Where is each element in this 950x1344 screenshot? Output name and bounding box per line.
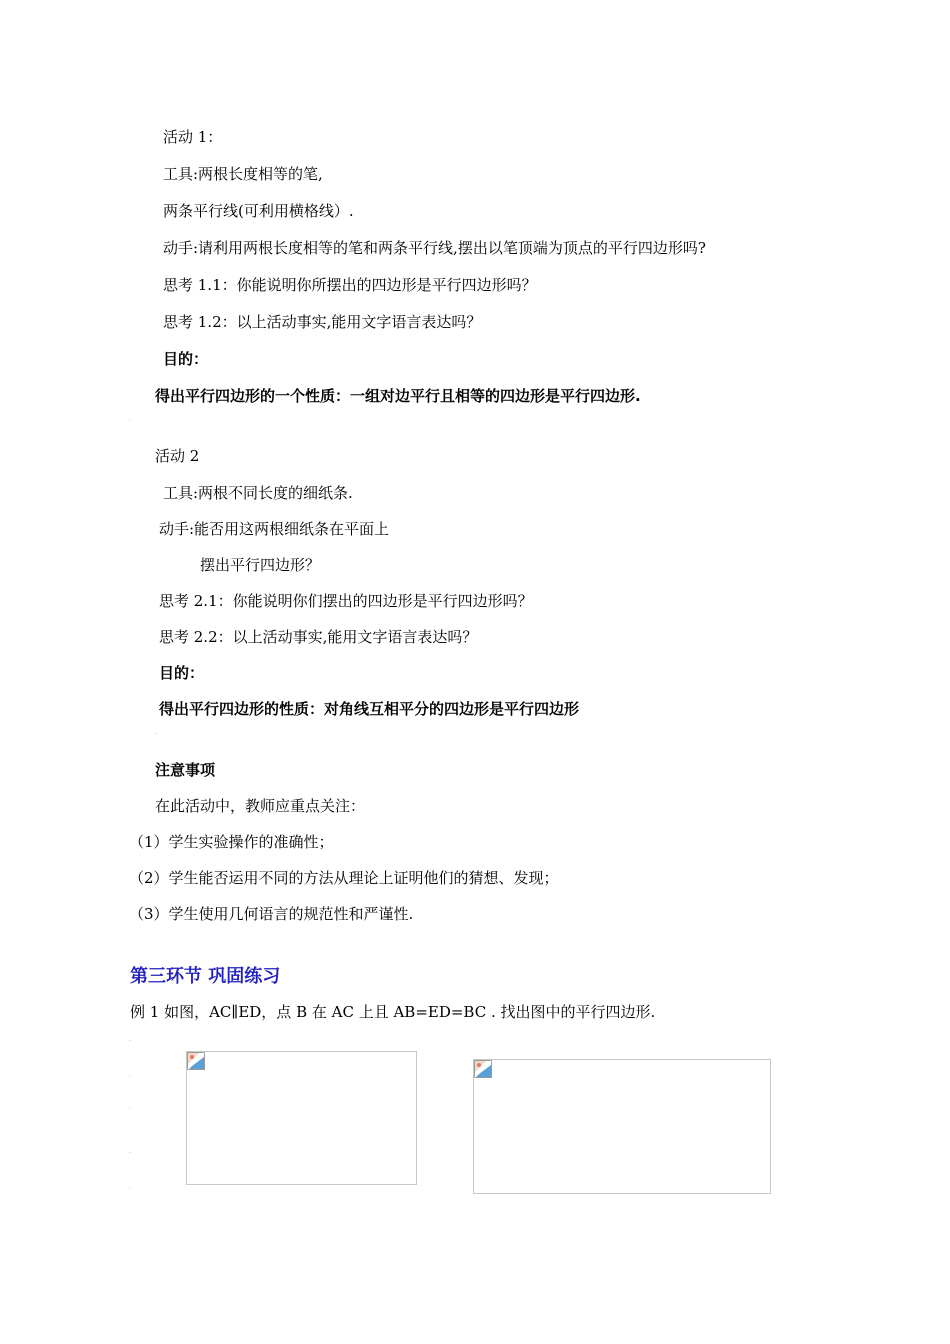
activity1-think-2: 思考 1.2：以上活动事实,能用文字语言表达吗？ <box>163 313 482 331</box>
section3-example: 例 1 如图，AC∥ED，点 B 在 AC 上且 AB=ED=BC . 找出图中的平行四边形. <box>130 1003 656 1021</box>
activity1-tools: 工具:两根长度相等的笔, <box>163 165 323 183</box>
activity2-think-1: 思考 2.1：你能说明你们摆出的四边形是平行四边形吗？ <box>159 592 533 610</box>
activity1-purpose: 得出平行四边形的一个性质：一组对边平行且相等的四边形是平行四边形. <box>155 387 641 405</box>
paragraph-mark <box>129 1188 131 1189</box>
activity1-think-1: 思考 1.1：你能说明你所摆出的四边形是平行四边形吗？ <box>163 276 537 294</box>
paragraph-mark <box>129 1075 131 1076</box>
activity1-tools-2: 两条平行线(可利用横格线）. <box>163 202 354 220</box>
figure-image-1 <box>186 1051 417 1185</box>
activity1-title: 活动 1： <box>163 128 223 146</box>
paragraph-mark <box>155 733 157 734</box>
paragraph-mark <box>129 1108 131 1109</box>
paragraph-mark <box>129 420 131 421</box>
broken-image-icon <box>187 1052 205 1070</box>
activity2-purpose: 得出平行四边形的性质：对角线互相平分的四边形是平行四边形 <box>159 700 580 718</box>
activity1-task: 动手:请利用两根长度相等的笔和两条平行线,摆出以笔顶端为顶点的平行四边形吗? <box>163 239 706 257</box>
activity2-task: 动手:能否用这两根细纸条在平面上 <box>159 520 390 538</box>
activity2-task-2: 摆出平行四边形？ <box>200 556 321 574</box>
figure-image-2 <box>473 1059 771 1194</box>
broken-image-icon <box>474 1060 492 1078</box>
notes-item-1: （1）学生实验操作的准确性； <box>129 833 334 851</box>
activity2-title: 活动 2 <box>155 447 200 465</box>
activity2-purpose-label: 目的： <box>159 664 205 682</box>
section3-heading: 第三环节 巩固练习 <box>130 966 281 987</box>
notes-item-2: （2）学生能否运用不同的方法从理论上证明他们的猜想、发现； <box>129 869 559 887</box>
activity1-purpose-label: 目的： <box>163 350 209 368</box>
notes-item-3: （3）学生使用几何语言的规范性和严谨性. <box>129 905 414 923</box>
activity2-think-2: 思考 2.2：以上活动事实,能用文字语言表达吗？ <box>159 628 478 646</box>
paragraph-mark <box>129 1152 131 1153</box>
notes-title: 注意事项 <box>155 761 216 779</box>
paragraph-mark <box>129 1040 131 1041</box>
notes-intro: 在此活动中，教师应重点关注： <box>155 797 366 815</box>
activity2-tools: 工具:两根不同长度的细纸条. <box>163 484 353 502</box>
